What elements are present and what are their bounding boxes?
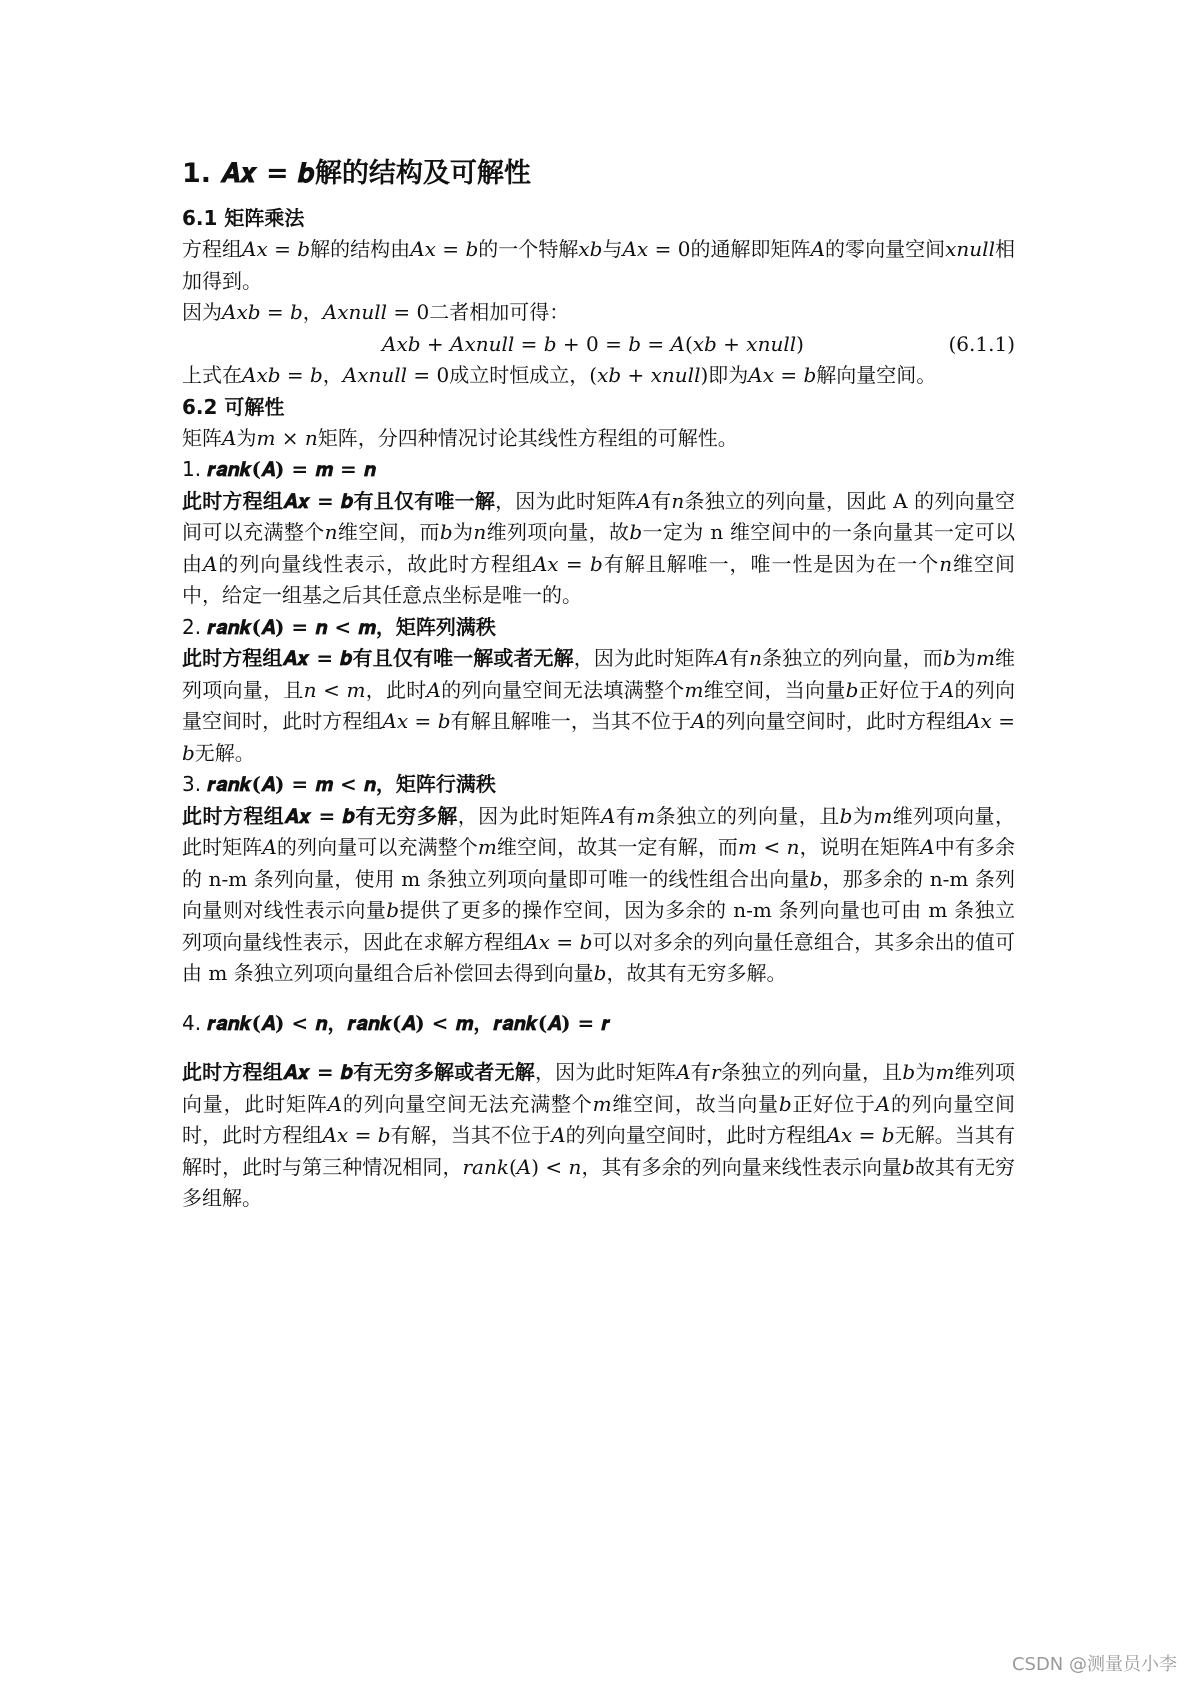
case-3-number: 3. — [182, 772, 202, 796]
case-2-text: ，因为此时矩阵𝐴有𝑛条独立的列向量，而𝑏为𝑚维列项向量，且𝑛 < 𝑚，此时𝐴的列向量空间无法填满整个𝑚维空间，当向量𝑏正好位于𝐴的列向量空间时，此时方程组𝐴𝑥 = 𝑏有解且解唯一，当其不位于𝐴的列向量空间时，此时方程组𝐴𝑥 = 𝑏无解。 — [182, 646, 1016, 765]
case-4-number: 4. — [182, 1010, 202, 1035]
case-3-text: ，因为此时矩阵𝐴有𝑚条独立的列向量，且𝑏为𝑚维列项向量，此时矩阵𝐴的列向量可以充满整个𝑚维空间，故其一定有解，而𝑚 < 𝑛，说明在矩阵𝐴中有多余的 n-m 条列向量，使用 m 条独立列项向量即可唯一的线性组合出向量𝑏，那多余的 n-m 条列向量则对线性表示向量𝑏提供了更多的操作空间，因为多余的 n-m 条列向量也可由 m 条独立列项向量线性表示，因此在求解方程组𝐴𝑥 = 𝑏可以对多余的列向量任意组合，其多余出的值可由 m 条独立列项向量组合后补偿回去得到向量𝑏，故其有无穷多解。 — [182, 803, 1015, 985]
csdn-watermark: CSDN @测量员小李 — [1011, 1654, 1177, 1675]
case-1-text: ，因为此时矩阵𝐴有𝑛条独立的列向量，因此 A 的列向量空间可以充满整个𝑛维空间，而𝑏为𝑛维列项向量，故𝑏一定为 n 维空间中的一条向量其一定可以由𝐴的列向量线性表示，故此时方程组𝐴𝑥 = 𝑏有解且解唯一，唯一性是因为在一个𝑛维空间中，给定一组基之后其任意点坐标是唯一的。 — [182, 488, 1016, 607]
paragraph-intro: 矩阵𝐴为𝑚 × 𝑛矩阵，分四种情况讨论其线性方程组的可解性。 — [182, 425, 738, 450]
paragraph-because: 因为𝐴𝑥𝑏 = 𝑏，𝐴𝑥𝑛𝑢𝑙𝑙 = 0二者相加可得： — [182, 300, 570, 324]
case-4-condition: 𝒓𝒂𝒏𝒌(𝑨) < 𝒏，𝒓𝒂𝒏𝒌(𝑨) < 𝒎，𝒓𝒂𝒏𝒌(𝑨) = 𝒓 — [207, 1010, 611, 1035]
case-4-lead: 此时方程组𝑨𝒙 = 𝒃有无穷多解或者无解 — [182, 1060, 535, 1084]
spacer — [182, 1039, 1015, 1057]
case-3-heading — [182, 769, 1015, 801]
case-2-heading — [182, 612, 1015, 644]
document-title: 1. 𝑨𝒙 = 𝒃解的结构及可解性 — [182, 158, 531, 189]
case-2-body — [182, 643, 1015, 769]
case-4-text: ，因为此时矩阵𝐴有𝑟条独立的列向量，且𝑏为𝑚维列项向量，此时矩阵𝐴的列向量空间无法充满整个𝑚维空间，故当向量𝑏正好位于𝐴的列向量空间时，此时方程组𝐴𝑥 = 𝑏有解，当其不位于𝐴的列向量空间时，此时方程组𝐴𝑥 = 𝑏无解。当其有解时，此时与第三种情况相同，𝑟𝑎𝑛𝑘(𝐴) < 𝑛，其有多余的列向量来线性表示向量𝑏故其有无穷多组解。 — [182, 1060, 1015, 1210]
paragraph-conclusion: 上式在𝐴𝑥𝑏 = 𝑏，𝐴𝑥𝑛𝑢𝑙𝑙 = 0成立时恒成立，(𝑥𝑏 + 𝑥𝑛𝑢𝑙𝑙)即为𝐴𝑥 = 𝑏解向量空间。 — [182, 363, 937, 387]
paragraph-solution-structure: 方程组𝐴𝑥 = 𝑏解的结构由𝐴𝑥 = 𝑏的一个特解𝑥𝑏与𝐴𝑥 = 0的通解即矩阵𝐴的零向量空间𝑥𝑛𝑢𝑙𝑙相加得到。 — [182, 237, 1015, 293]
case-2-condition: 𝒓𝒂𝒏𝒌(𝑨) = 𝒏 < 𝒎，矩阵列满秩 — [207, 614, 496, 639]
case-3-body — [182, 801, 1015, 990]
section-heading-6-2: 6.2 可解性 — [182, 394, 285, 419]
case-1-heading — [182, 454, 1015, 486]
case-2-number: 2. — [182, 614, 202, 639]
document-content — [182, 155, 1015, 1215]
equation-number: (6.1.1) — [948, 331, 1015, 356]
case-4-heading — [182, 1008, 1015, 1040]
spacer — [182, 990, 1015, 1008]
case-4-body — [182, 1057, 1015, 1215]
case-1-lead: 此时方程组𝑨𝒙 = 𝒃有且仅有唯一解 — [182, 488, 496, 513]
case-2-lead: 此时方程组𝑨𝒙 = 𝒃有且仅有唯一解或者无解 — [182, 646, 574, 670]
section-heading-6-1: 6.1 矩阵乘法 — [182, 206, 305, 230]
case-3-condition: 𝒓𝒂𝒏𝒌(𝑨) = 𝒎 < 𝒏，矩阵行满秩 — [207, 772, 496, 796]
case-3-lead: 此时方程组𝑨𝒙 = 𝒃有无穷多解 — [182, 803, 458, 828]
case-1-body — [182, 486, 1015, 612]
equation: 𝐴𝑥𝑏 + 𝐴𝑥𝑛𝑢𝑙𝑙 = 𝑏 + 0 = 𝑏 = 𝐴(𝑥𝑏 + 𝑥𝑛𝑢𝑙𝑙) — [382, 331, 804, 356]
case-1-condition: 𝒓𝒂𝒏𝒌(𝑨) = 𝒎 = 𝒏 — [207, 457, 376, 481]
equation-row — [182, 329, 1015, 361]
case-1-number: 1. — [182, 457, 202, 481]
